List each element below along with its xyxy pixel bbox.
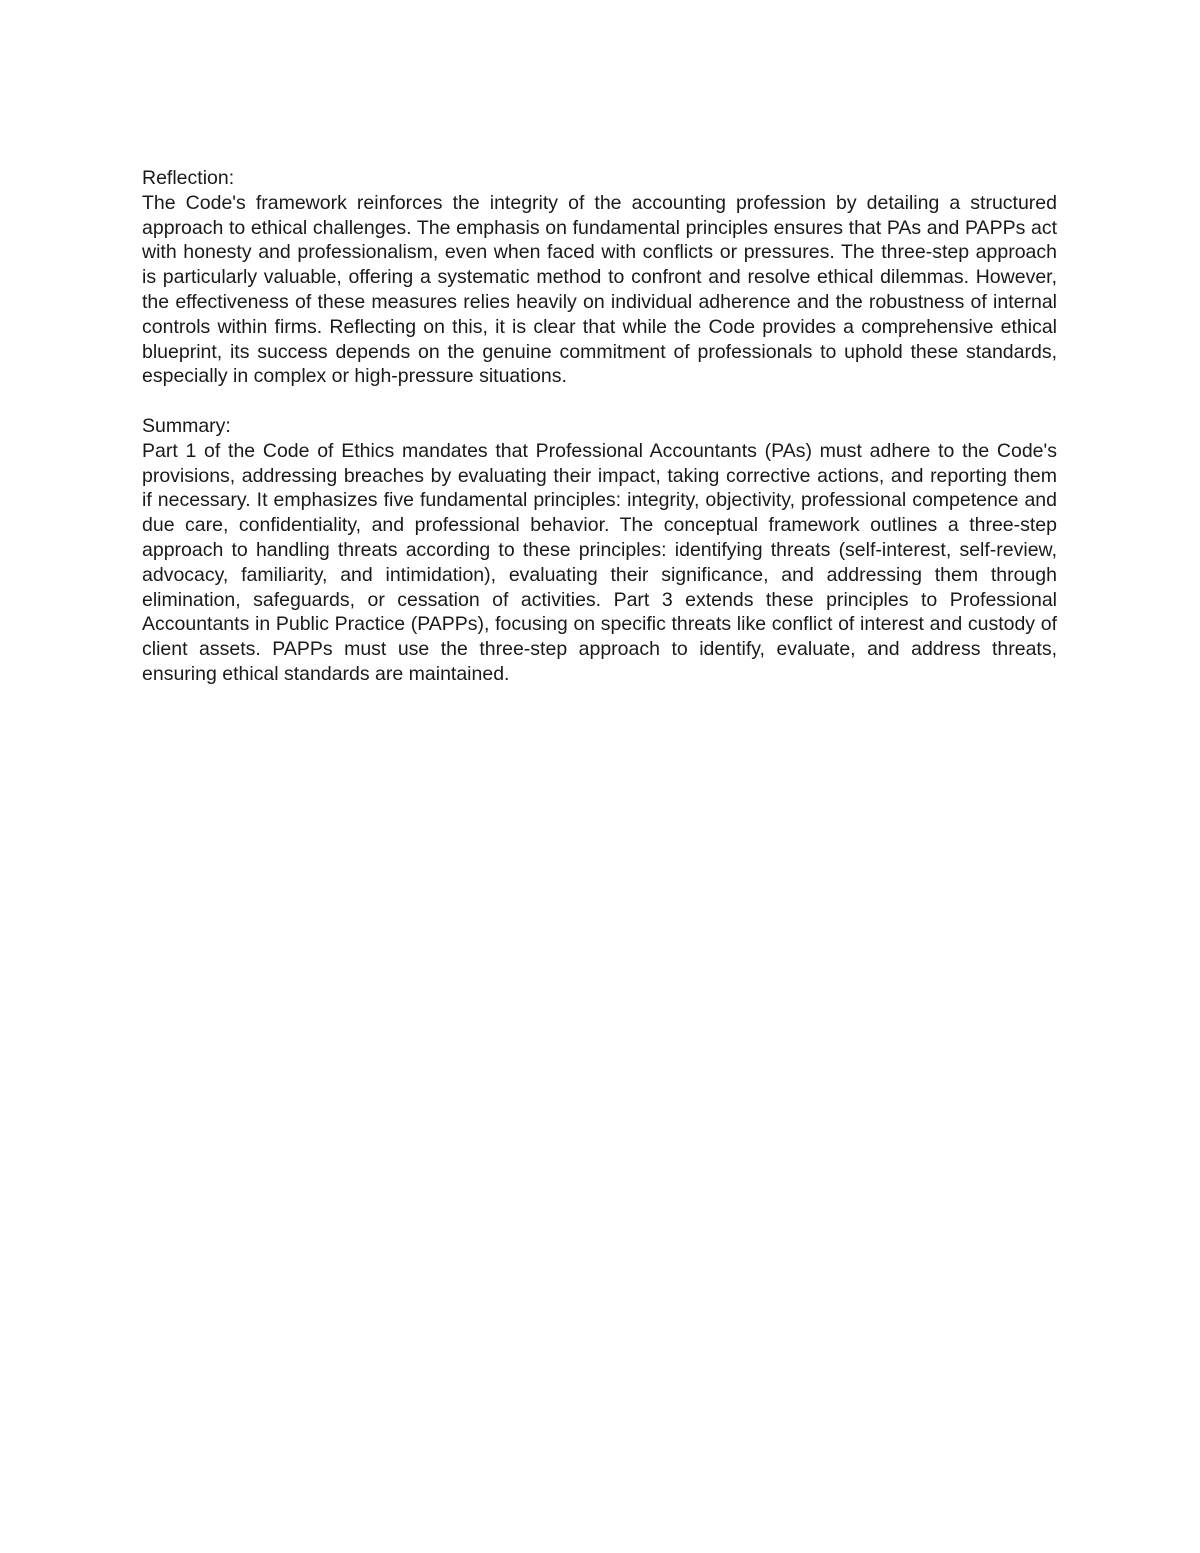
reflection-heading: Reflection: <box>142 167 235 189</box>
summary-paragraph: Part 1 of the Code of Ethics mandates that Professional Accountants (PAs) must adhere to the Code's provisions, addressing breaches by evaluating their impact, taking corrective actions, and reporting them if necessary. It emphasizes five fundamental principles: integrity, objectivity, professional competence and due care, confidentiality, and professional behavior. The conceptual framework outlines a three-step approach to handling threats according to these principles: identifying threats (self-interest, self-review, advocacy, familiarity, and intimidation), evaluating their significance, and addressing them through elimination, safeguards, or cessation of activities. Part 3 extends these principles to Professional Accountants in Public Practice (PAPPs), focusing on specific threats like conflict of interest and custody of client assets. PAPPs must use the three-step approach to identify, evaluate, and address threats, ensuring ethical standards are maintained. <box>142 439 1057 685</box>
reflection-paragraph: The Code's framework reinforces the integrity of the accounting profession by detailing a structured approach to ethical challenges. The emphasis on fundamental principles ensures that PAs and PAPPs act with honesty and professionalism, even when faced with conflicts or pressures. The three-step approach is particularly valuable, offering a systematic method to confront and resolve ethical dilemmas. However, the effectiveness of these measures relies heavily on individual adherence and the robustness of internal controls within firms. Reflecting on this, it is clear that while the Code provides a comprehensive ethical blueprint, its success depends on the genuine commitment of professionals to uphold these standards, especially in complex or high-pressure situations. <box>142 191 1057 388</box>
reflection-section <box>142 166 1057 389</box>
summary-heading: Summary: <box>142 414 231 437</box>
document-content <box>142 166 1057 712</box>
summary-section <box>142 414 1057 687</box>
